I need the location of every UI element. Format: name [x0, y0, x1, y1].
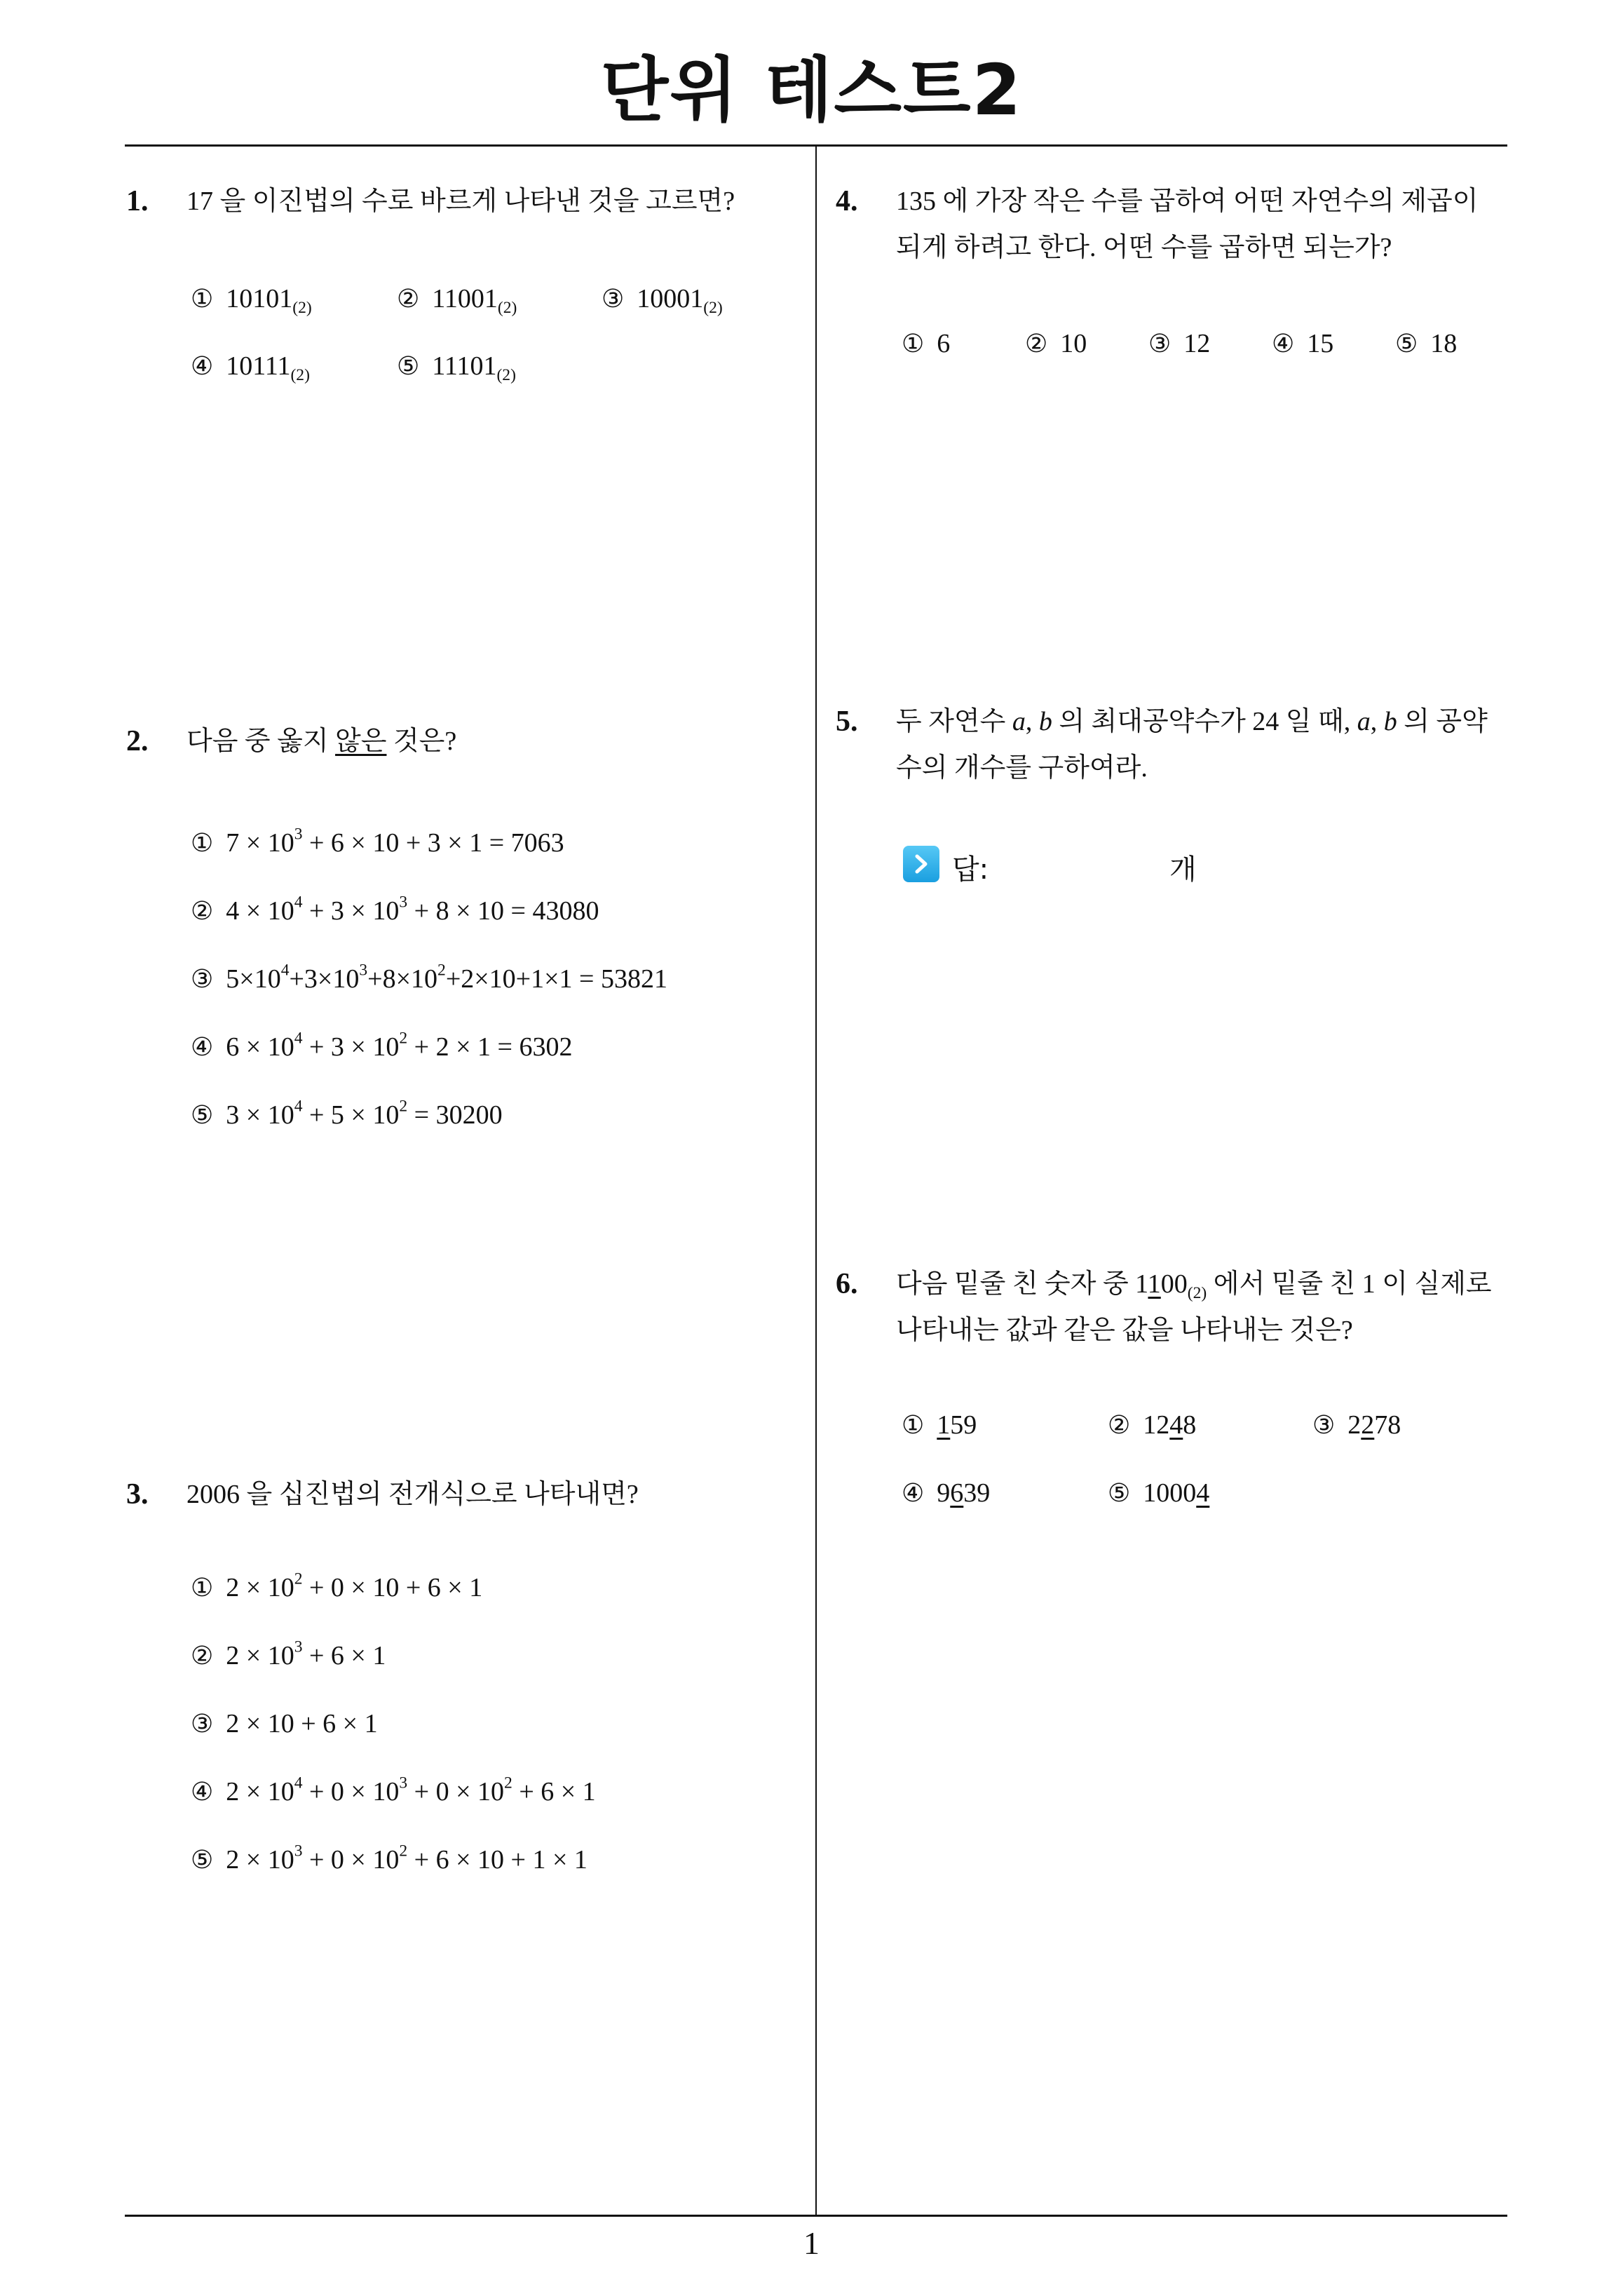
- choice-marker: ①: [191, 1574, 214, 1602]
- choice-marker: ④: [191, 352, 214, 381]
- choice-1-3[interactable]: ③ $10001_{(2)}$: [602, 284, 723, 318]
- choice-marker: ④: [191, 1033, 214, 1062]
- choice-marker: ③: [191, 965, 214, 994]
- choice-2-1[interactable]: ① $7 \times 10^3 + 6 \times 10 + 3 \times 1 = 7063$: [191, 825, 564, 858]
- choice-marker: ②: [1108, 1411, 1131, 1440]
- page-number: 1: [803, 2225, 820, 2261]
- column-divider: [815, 144, 817, 2216]
- answer-label: 답:: [952, 853, 989, 886]
- choice-3-4[interactable]: ④ $2 \times 10^4 + 0 \times 10^3 + 0 \times 10^2 + 6 \times 1$: [191, 1774, 596, 1807]
- choice-3-5[interactable]: ⑤ $2 \times 10^3 + 0 \times 10^2 + 6 \times 10 + 1 \times 1$: [191, 1842, 588, 1875]
- question-text: 다음 중 옳지 않은 것은?: [186, 727, 457, 756]
- choice-3-1[interactable]: ① $2 \times 10^2 + 0 \times 10 + 6 \times 1$: [191, 1569, 483, 1602]
- answer-unit: 개: [1169, 853, 1197, 886]
- choice-1-2[interactable]: ② $11001_{(2)}$: [397, 284, 517, 318]
- choice-marker: ⑤: [397, 352, 420, 381]
- choice-marker: ③: [1312, 1411, 1336, 1440]
- choice-marker: ⑤: [191, 1846, 214, 1875]
- choice-4-2[interactable]: ② 10: [1025, 329, 1087, 358]
- choice-4-1[interactable]: ① 6: [902, 329, 951, 358]
- choice-marker: ①: [191, 829, 214, 858]
- question-text: 2006 을 십진법의 전개식으로 나타내면?: [186, 1480, 639, 1509]
- answer-input[interactable]: [996, 844, 1164, 884]
- question-6: [836, 1261, 1509, 1359]
- question-3: [126, 1471, 799, 1527]
- question-number: 3.: [126, 1478, 149, 1511]
- choice-marker: ①: [191, 285, 214, 313]
- choice-1-4[interactable]: ④ $10111_{(2)}$: [191, 351, 310, 385]
- choice-marker: ④: [902, 1479, 925, 1508]
- question-text: 17 을 이진법의 수로 바르게 나타낸 것을 고르면?: [186, 187, 735, 216]
- choice-3-3[interactable]: ③ 2 × 10 + 6 × 1: [191, 1709, 378, 1738]
- choice-6-4[interactable]: ④ 9639: [902, 1478, 991, 1508]
- choice-1-5[interactable]: ⑤ $11101_{(2)}$: [397, 351, 516, 385]
- choice-6-3[interactable]: ③ 2278: [1312, 1410, 1401, 1440]
- choice-marker: ①: [902, 330, 925, 358]
- choice-2-3[interactable]: ③ $5\times 10^4+3\times 10^3+8\times 10^2+2\times 10+1\times 1 = 53821$: [191, 961, 667, 994]
- choice-marker: ②: [191, 1642, 214, 1670]
- page-title: 단위 테스트2: [600, 49, 1023, 131]
- choice-marker: ④: [1272, 330, 1295, 358]
- question-number: 6.: [836, 1268, 858, 1300]
- answer-arrow-icon: [903, 846, 939, 882]
- choice-3-2[interactable]: ② $2 \times 10^3 + 6 \times 1$: [191, 1637, 386, 1670]
- question-5: [836, 698, 1509, 797]
- question-text: 두 자연수 a, b 의 최대공약수가 24 일 때, a, b 의 공약 수의 개수를 구하여라.: [896, 707, 1488, 783]
- choice-6-2[interactable]: ② 1248: [1108, 1410, 1197, 1440]
- choice-2-2[interactable]: ② $4 \times 10^4 + 3 \times 10^3 + 8 \times 10 = 43080$: [191, 893, 599, 926]
- choice-1-1[interactable]: ① $10101_{(2)}$: [191, 284, 312, 318]
- question-number: 5.: [836, 705, 858, 738]
- question-number: 2.: [126, 725, 149, 757]
- choice-2-5[interactable]: ⑤ $3 \times 10^4 + 5 \times 10^2 = 30200$: [191, 1097, 503, 1130]
- question-text: 135 에 가장 작은 수를 곱하여 어떤 자연수의 제곱이 되게 하려고 한다. 어떤 수를 곱하면 되는가?: [896, 187, 1479, 262]
- choice-marker: ②: [1025, 330, 1048, 358]
- choice-marker: ③: [191, 1710, 214, 1738]
- question-text: 다음 밑줄 친 숫자 중 $1100_{(2)}$ 에서 밑줄 친 1 이 실제로 나타내는 값과 같은 값을 나타내는 것은?: [896, 1269, 1492, 1345]
- choice-4-3[interactable]: ③ 12: [1148, 329, 1211, 358]
- choice-marker: ③: [1148, 330, 1172, 358]
- underlined-word: 않은: [335, 727, 387, 756]
- choice-marker: ④: [191, 1778, 214, 1807]
- choice-6-1[interactable]: ① 159: [902, 1410, 977, 1440]
- question-number: 4.: [836, 185, 858, 217]
- choice-marker: ⑤: [1108, 1479, 1131, 1508]
- choice-marker: ⑤: [191, 1101, 214, 1130]
- choice-6-5[interactable]: ⑤ 10004: [1108, 1478, 1210, 1508]
- choice-marker: ⑤: [1395, 330, 1418, 358]
- question-number: 1.: [126, 185, 149, 217]
- choice-marker: ②: [191, 897, 214, 926]
- choice-marker: ①: [902, 1411, 925, 1440]
- question-4: [836, 178, 1509, 276]
- question-2: [126, 718, 799, 774]
- choice-marker: ③: [602, 285, 625, 313]
- choice-4-4[interactable]: ④ 15: [1272, 329, 1334, 358]
- choice-2-4[interactable]: ④ $6 \times 10^4 + 3 \times 10^2 + 2 \times 1 = 6302$: [191, 1029, 573, 1062]
- choice-marker: ②: [397, 285, 420, 313]
- bottom-rule: [125, 2215, 1507, 2217]
- choice-4-5[interactable]: ⑤ 18: [1395, 329, 1458, 358]
